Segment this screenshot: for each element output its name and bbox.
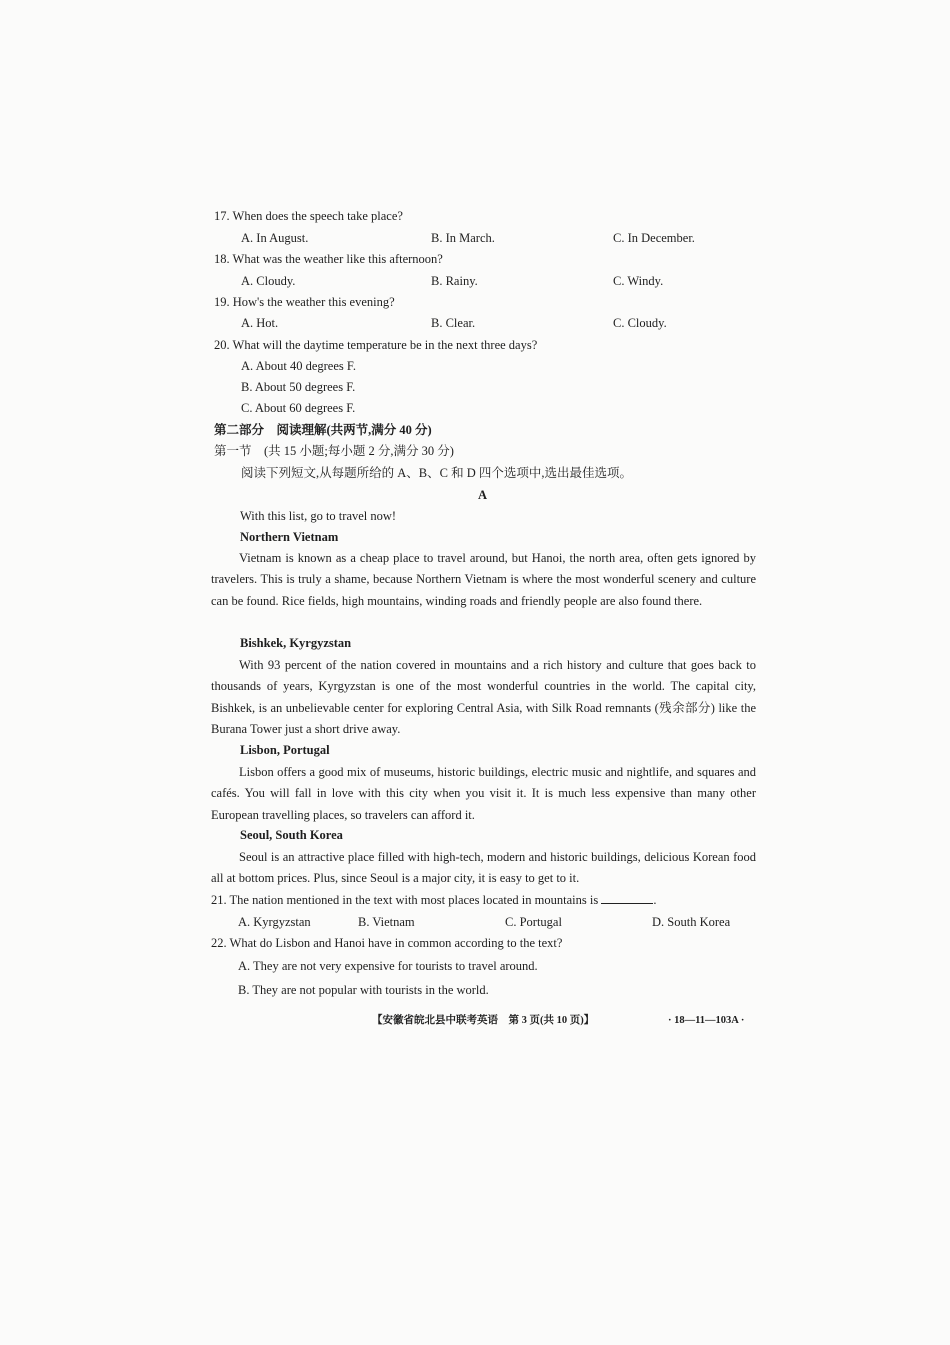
- q19-option-a: A. Hot.: [241, 316, 279, 330]
- q19-option-c: C. Cloudy.: [613, 316, 667, 330]
- q20-option-a: A. About 40 degrees F.: [241, 359, 356, 373]
- question-21: [211, 891, 656, 909]
- q18-option-a: A. Cloudy.: [241, 274, 296, 288]
- q21-option-d: D. South Korea: [652, 915, 731, 929]
- q21-option-c: C. Portugal: [505, 915, 562, 929]
- q20-option-c: C. About 60 degrees F.: [241, 401, 356, 415]
- passage-label: A: [478, 488, 488, 502]
- heading-bishkek: Bishkek, Kyrgyzstan: [240, 636, 352, 650]
- reading-instruction: 阅读下列短文,从每题所给的 A、B、C 和 D 四个选项中,选出最佳选项。: [241, 466, 632, 480]
- heading-lisbon: Lisbon, Portugal: [240, 743, 330, 757]
- heading-northern-vietnam: Northern Vietnam: [240, 530, 339, 544]
- question-17: 17. When does the speech take place?: [214, 209, 403, 223]
- footer-code: · 18—11—103A ·: [668, 1015, 745, 1026]
- q17-option-c: C. In December.: [613, 231, 695, 245]
- question-22: 22. What do Lisbon and Hanoi have in common according to the text?: [211, 936, 563, 950]
- question-19: 19. How's the weather this evening?: [214, 295, 395, 309]
- q18-option-c: C. Windy.: [613, 274, 664, 288]
- q17-option-b: B. In March.: [431, 231, 495, 245]
- question-18: 18. What was the weather like this afternoon?: [214, 252, 443, 266]
- section1-title: 第一节 (共 15 小题;每小题 2 分,满分 30 分): [214, 444, 454, 458]
- passage-intro: With this list, go to travel now!: [240, 509, 397, 523]
- paragraph-lisbon: Lisbon offers a good mix of museums, historic buildings, electric music and nightlife, and squares and cafés. You will fall in love with this city when you visit it. It is much less expensive than many other European travelling places, so travelers can afford it.: [211, 765, 756, 822]
- heading-seoul: Seoul, South Korea: [240, 828, 343, 842]
- q21-option-a: A. Kyrgyzstan: [238, 915, 311, 929]
- answer-blank: [601, 893, 653, 904]
- q20-option-b: B. About 50 degrees F.: [241, 380, 356, 394]
- q22-option-b: B. They are not popular with tourists in the world.: [238, 983, 489, 997]
- question-20: 20. What will the daytime temperature be in the next three days?: [214, 338, 538, 352]
- q22-option-a: A. They are not very expensive for tourists to travel around.: [238, 959, 538, 973]
- part2-title: 第二部分 阅读理解(共两节,满分 40 分): [214, 423, 432, 437]
- q18-option-b: B. Rainy.: [431, 274, 478, 288]
- q19-option-b: B. Clear.: [431, 316, 476, 330]
- question-21-stem: 21. The nation mentioned in the text with most places located in mountains is: [211, 893, 599, 907]
- paragraph-bishkek: With 93 percent of the nation covered in mountains and a rich history and culture that goes back to thousands of years, Kyrgyzstan is one of the most wonderful countries in the world. The capital city, Bishkek, is an unbelievable center for exploring Central Asia, with Silk Road remnants (残余部分) like the Burana Tower just a short drive away.: [211, 658, 756, 737]
- q17-option-a: A. In August.: [241, 231, 309, 245]
- q21-option-b: B. Vietnam: [358, 915, 415, 929]
- question-21-end: .: [653, 893, 657, 907]
- paragraph-seoul: Seoul is an attractive place filled with high-tech, modern and historic buildings, delicious Korean food all at bottom prices. Plus, since Seoul is a major city, it is easy to get to it.: [211, 850, 756, 886]
- footer-page-info: 【安徽省皖北县中联考英语 第 3 页(共 10 页)】: [372, 1015, 595, 1026]
- paragraph-northern-vietnam: Vietnam is known as a cheap place to travel around, but Hanoi, the north area, often gets ignored by travelers. This is truly a shame, because Northern Vietnam is where the most wonderful scenery and culture can be found. Rice fields, high mountains, winding roads and friendly people are also found there.: [211, 551, 756, 608]
